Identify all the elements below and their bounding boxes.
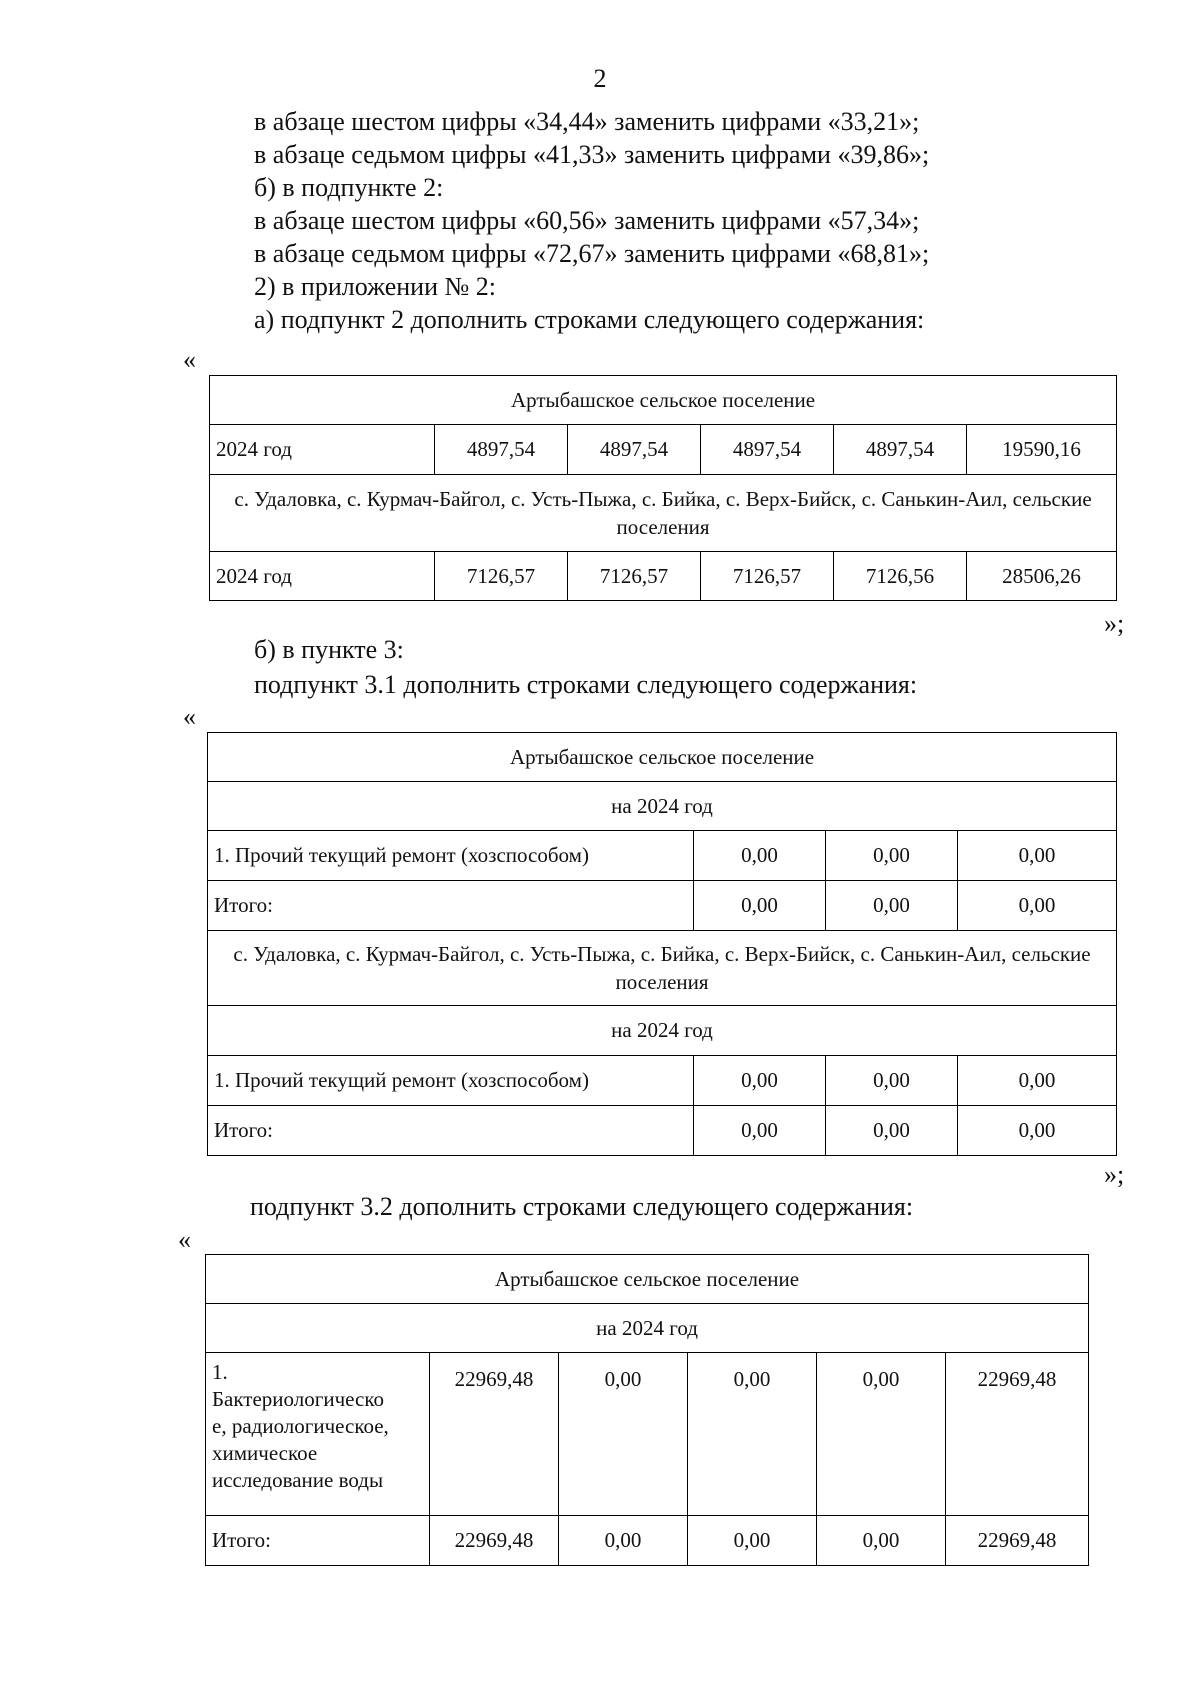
- value-cell: 0,00: [958, 1056, 1117, 1106]
- section-title: с. Удаловка, с. Курмач-Байгол, с. Усть-Пыжа, с. Бийка, с. Верх-Бийск, с. Санькин-Аил, сельские поселения: [210, 475, 1117, 552]
- value-cell: 4897,54: [834, 425, 967, 475]
- intro-line-6: 2) в приложении № 2:: [254, 272, 497, 301]
- value-cell: 0,00: [694, 831, 826, 881]
- item-name-cell: [206, 1353, 430, 1516]
- value-cell: 0,00: [559, 1353, 688, 1516]
- value-cell: 0,00: [826, 881, 958, 931]
- table-row: [208, 1106, 1117, 1156]
- intro-line-5: в абзаце седьмом цифры «72,67» заменить цифрами «68,81»;: [254, 239, 930, 268]
- value-cell: 0,00: [688, 1353, 817, 1516]
- page-number: 2: [593, 64, 607, 93]
- value-cell: 0,00: [817, 1516, 946, 1566]
- section-title: Артыбашское сельское поселение: [208, 733, 1117, 782]
- table-row: [206, 1353, 1089, 1516]
- item-name-line: е, радиологическое,: [212, 1414, 389, 1438]
- value-cell: 0,00: [958, 1106, 1117, 1156]
- item-name-cell: 1. Прочий текущий ремонт (хозспособом): [208, 831, 694, 881]
- table-section-header: [206, 1255, 1089, 1304]
- item-name-line: Бактериологическо: [212, 1387, 384, 1411]
- table-year-header: [208, 1006, 1117, 1056]
- value-cell: 0,00: [694, 1056, 826, 1106]
- value-cell: 0,00: [958, 831, 1117, 881]
- total-cell: 22969,48: [946, 1516, 1089, 1566]
- table-row: [208, 1056, 1117, 1106]
- item-name-line: 1.: [212, 1360, 228, 1384]
- value-cell: 0,00: [817, 1353, 946, 1516]
- value-cell: 0,00: [826, 1056, 958, 1106]
- mid-line-1: б) в пункте 3:: [254, 635, 404, 664]
- section-title: с. Удаловка, с. Курмач-Байгол, с. Усть-Пыжа, с. Бийка, с. Верх-Бийск, с. Санькин-Аил, сельские поселения: [208, 931, 1117, 1006]
- intro-line-7: а) подпункт 2 дополнить строками следующего содержания:: [254, 305, 925, 334]
- value-cell: 7126,57: [701, 552, 834, 601]
- value-cell: 0,00: [694, 1106, 826, 1156]
- total-label-cell: Итого:: [208, 1106, 694, 1156]
- item-name-line: исследование воды: [212, 1468, 384, 1492]
- total-cell: 19590,16: [967, 425, 1117, 475]
- total-cell: 28506,26: [967, 552, 1117, 601]
- table-section-header: [210, 475, 1117, 552]
- value-cell: 4897,54: [435, 425, 568, 475]
- item-name-cell: 1. Прочий текущий ремонт (хозспособом): [208, 1056, 694, 1106]
- table-appendix2-sub2: [209, 375, 1117, 601]
- value-cell: 0,00: [826, 1106, 958, 1156]
- table-row: [206, 1516, 1089, 1566]
- table-section-header: [208, 733, 1117, 782]
- year-cell: 2024 год: [210, 552, 435, 601]
- intro-line-1: в абзаце шестом цифры «34,44» заменить цифрами «33,21»;: [254, 107, 920, 136]
- value-cell: 7126,57: [568, 552, 701, 601]
- mid-line-2: подпункт 3.1 дополнить строками следующего содержания:: [254, 670, 918, 699]
- value-cell: 0,00: [826, 831, 958, 881]
- close-quote-2: »;: [1104, 1160, 1125, 1189]
- table-row: [208, 881, 1117, 931]
- intro-line-2: в абзаце седьмом цифры «41,33» заменить цифрами «39,86»;: [254, 140, 930, 169]
- table-row: [208, 831, 1117, 881]
- table-row: [210, 552, 1117, 601]
- total-label-cell: Итого:: [208, 881, 694, 931]
- value-cell: 0,00: [688, 1516, 817, 1566]
- table-sub3-1: [207, 732, 1117, 1156]
- value-cell: 4897,54: [568, 425, 701, 475]
- value-cell: 0,00: [958, 881, 1117, 931]
- table-section-header: [208, 931, 1117, 1006]
- intro-line-3: б) в подпункте 2:: [254, 173, 444, 202]
- open-quote-2: «: [183, 702, 196, 731]
- item-name-line: химическое: [212, 1441, 318, 1465]
- open-quote-1: «: [183, 345, 196, 374]
- year-title: на 2024 год: [208, 782, 1117, 831]
- table-sub3-2: [205, 1254, 1089, 1566]
- value-cell: 7126,56: [834, 552, 967, 601]
- section-title: Артыбашское сельское поселение: [206, 1255, 1089, 1304]
- total-label-cell: Итого:: [206, 1516, 430, 1566]
- value-cell: 22969,48: [430, 1516, 559, 1566]
- year-title: на 2024 год: [208, 1006, 1117, 1056]
- value-cell: 7126,57: [435, 552, 568, 601]
- value-cell: 0,00: [559, 1516, 688, 1566]
- table-year-header: [208, 782, 1117, 831]
- open-quote-3: «: [178, 1225, 191, 1254]
- value-cell: 4897,54: [701, 425, 834, 475]
- year-title: на 2024 год: [206, 1304, 1089, 1353]
- table-section-header: [210, 376, 1117, 425]
- table-row: [210, 425, 1117, 475]
- table-year-header: [206, 1304, 1089, 1353]
- section-title: Артыбашское сельское поселение: [210, 376, 1117, 425]
- value-cell: 0,00: [694, 881, 826, 931]
- value-cell: 22969,48: [430, 1353, 559, 1516]
- line-3-2: подпункт 3.2 дополнить строками следующего содержания:: [250, 1192, 914, 1221]
- close-quote-1: »;: [1104, 609, 1125, 638]
- total-cell: 22969,48: [946, 1353, 1089, 1516]
- intro-line-4: в абзаце шестом цифры «60,56» заменить цифрами «57,34»;: [254, 206, 920, 235]
- year-cell: 2024 год: [210, 425, 435, 475]
